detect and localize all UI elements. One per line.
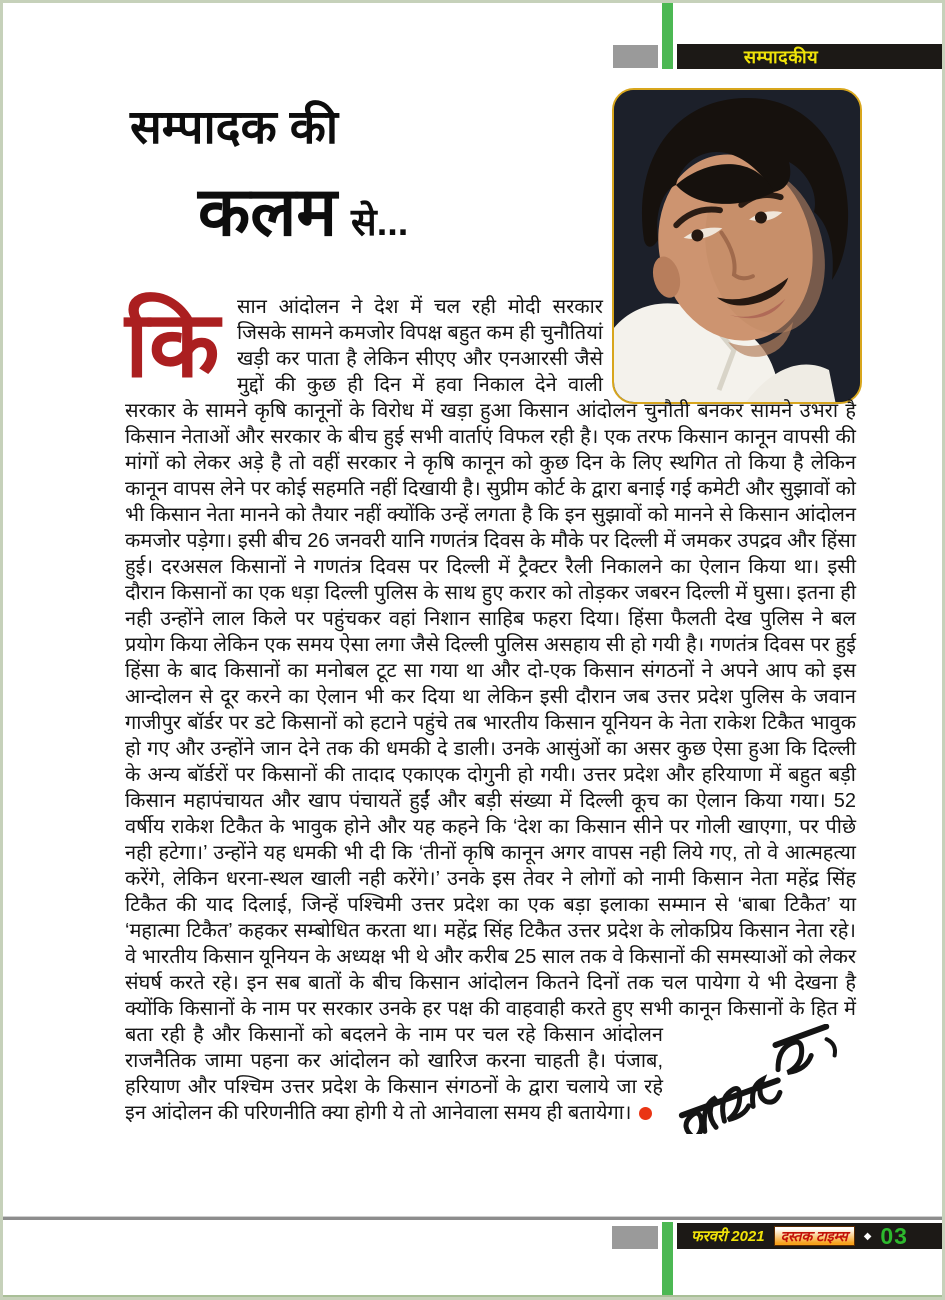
footer-green-bar xyxy=(662,1222,673,1300)
footer-rule-line xyxy=(0,1216,945,1220)
body-text-part1: सान आंदोलन ने देश में चल रही मोदी सरकार जिसके सामने कमजोर विपक्ष बहुत कम ही चुनौतियां खड़ी कर पाता है लेकिन सीएए और एनआरसी जैसे मुद्दों की कुछ ही दिन में हवा निकाल देने वाली सरकार के सामने कृषि कानूनों के विरोध में खड़ा हुआ किसान आंदोलन चुनौती बनकर सामने उभरा है किसान नेताओं और सरकार के बीच हुई सभी वार्ताएं विफल रही है। एक तरफ किसान कानून वापसी की मांगों को लेकर अड़े है तो वहीं सरकार ने कृषि कानून को कुछ दिन के लिए स्थगित तो किया है लेकिन कानून वापस लेने पर कोई सहमति नहीं दिखायी है। सुप्रीम कोर्ट के द्वारा बनाई गई कमेटी और सुझावों को भी किसान नेता मानने को तैयार नहीं क्योंकि उन्हें लगता है कि इन सुझावों को मानने से किसान आंदोलन कमजोर पड़ेगा। इसी बीच 26 जनवरी यानि गणतंत्र दिवस के मौके पर दिल्ली में जमकर उपद्रव और हिंसा हुई। दरअसल किसानों ने गणतंत्र दिवस पर दिल्ली में ट्रैक्टर रैली निकालने का ऐलान किया था। इसी दौरान किसानों का एक धड़ा दिल्ली पुलिस के साथ हुए करार को तोड़कर जबरन दिल्ली में घुसा। इतना ही नही उन्होंने लाल किले पर पहुंचकर वहां निशान साहिब फहरा दिया। हिंसा फैलती देख पुलिस ने बल प्रयोग किया लेकिन एक समय ऐसा लगा जैसे दिल्ली पुलिस असहाय सी हो गयी है। गणतंत्र दिवस पर हुई हिंसा के बाद किसानों का मनोबल टूट सा गया था और दो-एक किसान संगठनों ने अपने आप को इस आन्दोलन से दूर करने का ऐलान भी कर दिया था लेकिन इसी दौरान जब उत्तर प्रदेश पुलिस के जवान गाजीपुर बॉर्डर पर डटे किसानों को हटाने पहुंचे तब भारतीय किसान यूनियन के नेता राकेश टिकैत भावुक हो गए और उन्होंने जान देने तक की धमकी दे डाली। उनके आसुंओं का असर कुछ ऐसा हुआ कि दिल्ली के अन्य बॉर्डरों पर किसानों की तादाद एकाएक दोगुनी हो गयी। उत्तर प्रदेश और हरियाणा में बहुत बड़ी किसान महापंचायत और खाप पंचायतें हुईं और बड़ी संख्या में दिल्ली कूच का ऐलान किया गया। 52 वर्षीय राकेश टिकैत के भावुक होने और यह कहने कि ‘देश का किसान सीने पर गोली खाएगा, पर पीछे नही हटेगा।’ उन्होंने यह धमकी भी दी कि ‘तीनों कृषि कानून अगर वापस नही लिये गए, तो वे आत्महत्या करेंगे, लेकिन धरना-स्थल खाली नही करेंगे।’ उनके इस तेवर ने लोगों को नामी किसान नेता महेंद्र सिंह टिकैत की याद दिलाई, जिन्हें पश्चिमी उत्तर प्रदेश का एक बड़ा इलाका सम्मान से ‘बाबा टिकैत’ या ‘महात्मा टिकैत’ कहकर सम्बोधित करता था। महेंद्र सिंह टिकैत उत्तर प्रदेश के लोकप्रिय किसान नेता रहे। वे भारतीय किसान यूनियन के अध्यक्ष भी थे और करीब 25 साल तक वे किसानों की समस्याओं को लेकर संघर्ष करते रहे। इन सब बातों के बीच किसान आंदोलन कितने दिनों तक चल पायेगा ये भी देखना है क्योंकि किसानों के नाम पर सरकार उनके हर पक्ष की वाहवाही करते हुए सभी कानून किसानों के हित में xyxy=(125,296,857,1020)
title-line-2 xyxy=(130,162,600,255)
end-bullet-icon xyxy=(639,1107,652,1120)
signature-scribble xyxy=(662,1024,862,1134)
section-label: सम्पादकीय xyxy=(743,46,819,67)
footer-bar xyxy=(677,1223,945,1249)
title-word-se: से... xyxy=(351,202,409,245)
body-text-part2: बता रही है और किसानों को बदलने के नाम पर चल रहे किसान आंदोलन राजनैतिक जामा पहना कर आंदोलन को खारिज करना चाहती है। पंजाब, हरियाण और पश्चिम उत्तर प्रदेश के किसान संगठनों के द्वारा चलाये जा रहे इन आंदोलन की परिणनीति क्या होगी ये तो आनेवाला समय ही बतायेगा। xyxy=(125,1024,663,1124)
page-number: 03 xyxy=(880,1222,908,1249)
header-green-bar xyxy=(662,3,673,69)
editorial-body xyxy=(125,294,856,1130)
footer-gray-box xyxy=(612,1226,658,1249)
diamond-separator-icon: ◆ xyxy=(863,1230,872,1242)
editor-signature xyxy=(663,1022,856,1130)
title-line-1: सम्पादक की xyxy=(130,100,339,153)
header-gray-box xyxy=(613,45,658,68)
photo-text-wrap-spacer xyxy=(603,294,856,398)
page-title xyxy=(130,100,600,255)
magazine-logo: दस्तक टाइम्स xyxy=(774,1226,855,1247)
title-word-kalam: कलम xyxy=(198,174,337,251)
dropcap-letter: कि xyxy=(125,294,220,396)
issue-date: फरवरी 2021 xyxy=(691,1228,765,1245)
header-section-bar xyxy=(677,44,945,69)
